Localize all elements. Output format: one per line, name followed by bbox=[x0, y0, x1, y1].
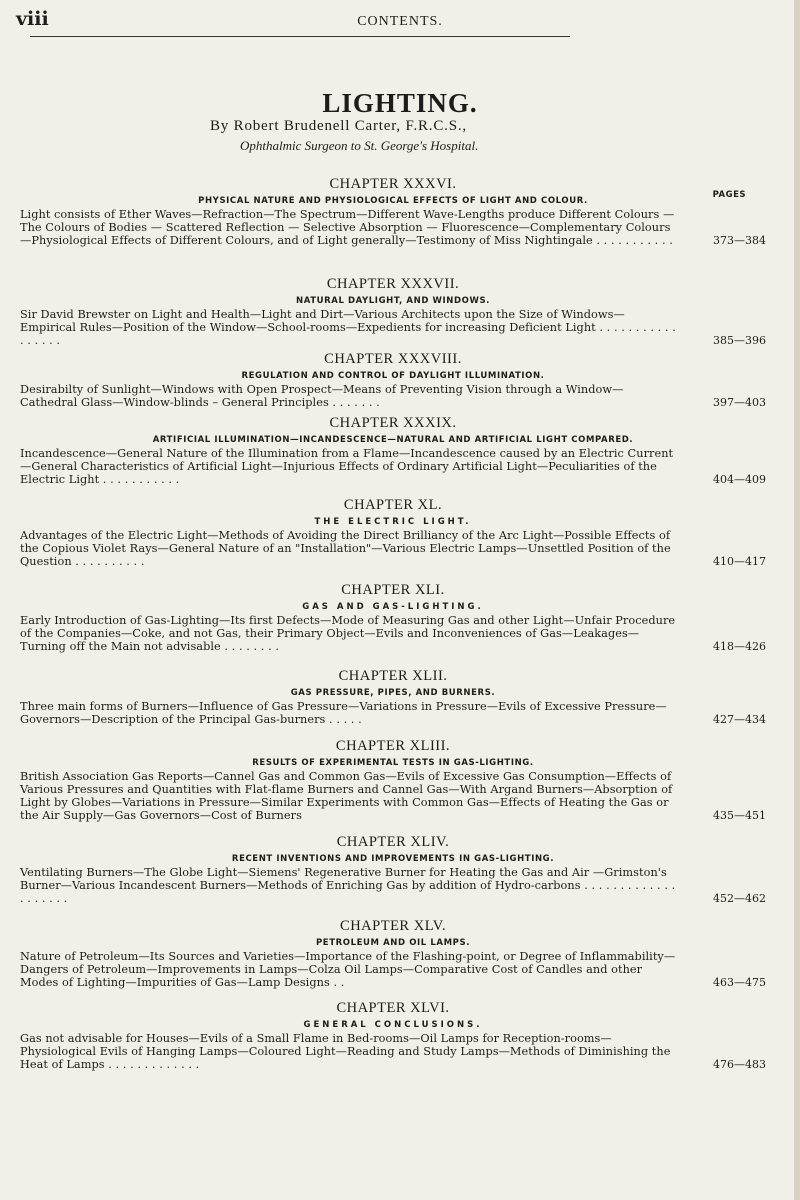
chapter-pages: 410—417 bbox=[713, 555, 766, 568]
chapter-summary: Incandescence—General Nature of the Illumination from a Flame—Incandescence caused by an Electric Current—General Characteristics of Artificial Light—Injurious Effects of Ordinary Artificial Light—Peculiarities of the Electric Light . . . . . . . . . . . bbox=[20, 447, 674, 486]
chapter-heading: CHAPTER XLI. bbox=[341, 582, 445, 598]
chapter-summary: Gas not advisable for Houses—Evils of a Small Flame in Bed-rooms—Oil Lamps for Reception-rooms—Physiological Evils of Hanging Lamps—Coloured Light—Reading and Study Lamps—Methods of Diminishing the Heat of Lamps . . . . . . . . . . . . . bbox=[20, 1032, 671, 1071]
chapter-subtitle: RECENT INVENTIONS AND IMPROVEMENTS IN GAS-LIGHTING. bbox=[231, 854, 555, 864]
author-byline: By Robert Brudenell Carter, F.R.C.S., bbox=[210, 118, 467, 134]
page-number: viii bbox=[16, 8, 49, 30]
chapter-summary: Ventilating Burners—The Globe Light—Siemens' Regenerative Burner for Heating the Gas and Air —Grimston's Burner—Various Incandescent Burners—Methods of Enriching Gas by addition of Hydro-carbons . . . . . . . . . . . . . . . . . . . . bbox=[20, 866, 676, 905]
chapter-entry bbox=[20, 276, 766, 347]
chapter-subtitle: THE ELECTRIC LIGHT. bbox=[314, 517, 472, 527]
chapter-entry bbox=[20, 176, 766, 247]
chapter-heading: CHAPTER XLV. bbox=[340, 918, 446, 934]
chapter-subtitle: GENERAL CONCLUSIONS. bbox=[303, 1020, 483, 1030]
chapter-heading: CHAPTER XXXIX. bbox=[329, 415, 457, 431]
chapter-subtitle: ARTIFICIAL ILLUMINATION—INCANDESCENCE—NATURAL AND ARTIFICIAL LIGHT COMPARED. bbox=[152, 435, 634, 445]
chapter-pages: 463—475 bbox=[713, 976, 766, 989]
chapter-entry bbox=[20, 582, 766, 653]
chapter-heading: CHAPTER XXXVIII. bbox=[324, 351, 462, 367]
chapter-subtitle: NATURAL DAYLIGHT, AND WINDOWS. bbox=[295, 296, 491, 306]
chapter-pages: 397—403 bbox=[713, 396, 766, 409]
chapter-summary: Sir David Brewster on Light and Health—Light and Dirt—Various Architects upon the Size of Windows—Empirical Rules—Position of the Window—School-rooms—Expedients for increasing Deficient Light . . . . . . . . . . . . . . . . . bbox=[20, 308, 676, 347]
chapter-subtitle: PHYSICAL NATURE AND PHYSIOLOGICAL EFFECTS OF LIGHT AND COLOUR. bbox=[198, 196, 588, 206]
chapter-entry bbox=[20, 351, 766, 409]
chapter-summary: Three main forms of Burners—Influence of Gas Pressure—Variations in Pressure—Evils of Excessive Pressure—Governors—Description of the Principal Gas-burners . . . . . bbox=[20, 700, 667, 726]
chapter-pages: 435—451 bbox=[713, 809, 766, 822]
chapter-pages: 373—384 bbox=[713, 234, 766, 247]
header-rule bbox=[30, 36, 570, 37]
section-title: LIGHTING. bbox=[322, 88, 478, 118]
chapter-summary: British Association Gas Reports—Cannel Gas and Common Gas—Evils of Excessive Gas Consumption—Effects of Various Pressures and Quantities with Flat-flame Burners and Cannel Gas—With Argand Burners—Absorption of Light by Globes—Variations in Pressure—Similar Experiments with Common Gas—Effects of Heating the Gas or the Air Supply—Gas Governors—Cost of Burners bbox=[20, 770, 673, 822]
pages-column-label: PAGES bbox=[712, 190, 746, 200]
chapter-summary: Nature of Petroleum—Its Sources and Varieties—Importance of the Flashing-point, or Degree of Inflammability—Dangers of Petroleum—Improvements in Lamps—Colza Oil Lamps—Comparative Cost of Candles and other Modes of Lighting—Impurities of Gas—Lamp Designs . . bbox=[20, 950, 676, 989]
chapter-heading: CHAPTER XXXVI. bbox=[329, 176, 457, 192]
chapter-pages: 476—483 bbox=[713, 1058, 766, 1071]
chapter-heading: CHAPTER XLVI. bbox=[336, 1000, 450, 1016]
chapter-subtitle: GAS PRESSURE, PIPES, AND BURNERS. bbox=[290, 688, 496, 698]
chapter-entry bbox=[20, 497, 766, 568]
chapter-pages: 452—462 bbox=[713, 892, 766, 905]
chapter-heading: CHAPTER XL. bbox=[343, 497, 443, 513]
chapter-pages: 385—396 bbox=[713, 334, 766, 347]
page-edge bbox=[794, 0, 800, 1200]
chapter-entry bbox=[20, 1000, 766, 1071]
chapter-subtitle: PETROLEUM AND OIL LAMPS. bbox=[315, 938, 471, 948]
chapter-heading: CHAPTER XLII. bbox=[338, 668, 448, 684]
chapter-entry bbox=[20, 918, 766, 989]
chapter-entry bbox=[20, 415, 766, 486]
chapter-summary: Advantages of the Electric Light—Methods of Avoiding the Direct Brilliancy of the Arc Light—Possible Effects of the Copious Violet Rays—General Nature of an "Installation"—Various Electric Lamps—Unsettled Position of the Question . . . . . . . . . . bbox=[20, 529, 671, 568]
chapter-heading: CHAPTER XLIII. bbox=[335, 738, 451, 754]
chapter-subtitle: RESULTS OF EXPERIMENTAL TESTS IN GAS-LIGHTING. bbox=[252, 758, 534, 768]
chapter-entry bbox=[20, 834, 766, 905]
chapter-subtitle: GAS AND GAS-LIGHTING. bbox=[302, 602, 484, 612]
chapter-entry bbox=[20, 738, 766, 822]
chapter-subtitle: REGULATION AND CONTROL OF DAYLIGHT ILLUMINATION. bbox=[241, 371, 545, 381]
chapter-heading: CHAPTER XLIV. bbox=[336, 834, 450, 850]
author-role: Ophthalmic Surgeon to St. George's Hospital. bbox=[240, 138, 479, 153]
running-title: CONTENTS. bbox=[357, 14, 443, 29]
chapter-heading: CHAPTER XXXVII. bbox=[326, 276, 460, 292]
chapter-summary: Early Introduction of Gas-Lighting—Its first Defects—Mode of Measuring Gas and other Light—Unfair Procedure of the Companies—Coke, and not Gas, their Primary Object—Evils and Inconveniences of Gas—Leakages—Turning off the Main not advisable . . . . . . . . bbox=[20, 614, 676, 653]
chapter-summary: Desirabilty of Sunlight—Windows with Open Prospect—Means of Preventing Vision through a Window—Cathedral Glass—Window-blinds – General Principles . . . . . . . bbox=[20, 383, 624, 409]
chapter-pages: 427—434 bbox=[713, 713, 766, 726]
chapter-entry bbox=[20, 668, 766, 726]
chapter-pages: 404—409 bbox=[713, 473, 766, 486]
chapter-pages: 418—426 bbox=[713, 640, 766, 653]
chapter-summary: Light consists of Ether Waves—Refraction—The Spectrum—Different Wave-Lengths produce Different Colours — The Colours of Bodies — Scattered Reflection — Selective Absorption — Fluorescence—Complementary Colours—Physiological Effects of Different Colours, and of Light generally—Testimony of Miss Nightingale . . . . . . . . . . . bbox=[20, 208, 675, 247]
